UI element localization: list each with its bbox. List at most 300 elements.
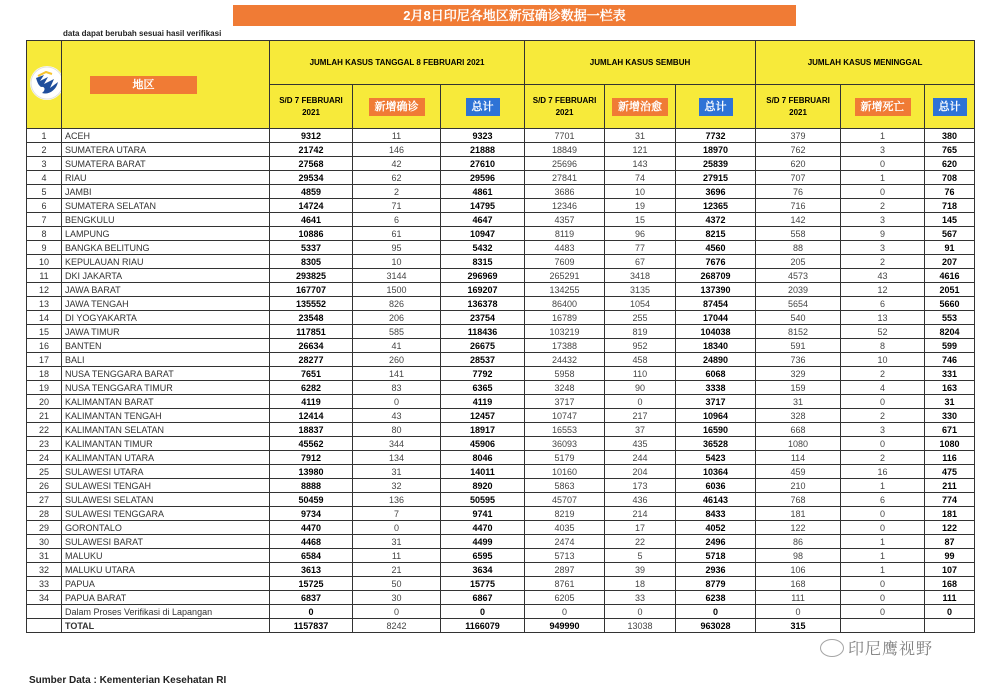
recovered-total-cell: 18340	[676, 339, 756, 353]
confirmed-new-cell: 136	[353, 493, 441, 507]
recovered-new-cell: 37	[605, 423, 676, 437]
recovered-new-cell: 143	[605, 157, 676, 171]
recovered-total-cell: 2496	[676, 535, 756, 549]
confirmed-total-cell: 118436	[441, 325, 525, 339]
row-number-cell: 32	[27, 563, 62, 577]
confirmed-total-cell: 28537	[441, 353, 525, 367]
table-row	[27, 325, 975, 339]
recovered-total-cell: 268709	[676, 269, 756, 283]
recovered-sd-cell: 3717	[525, 395, 605, 409]
confirmed-sd-cell: 13980	[270, 465, 353, 479]
recovered-sd-cell: 265291	[525, 269, 605, 283]
recovered-sd-cell: 7701	[525, 129, 605, 143]
region-name-cell: KALIMANTAN TIMUR	[62, 437, 270, 451]
deaths-new-cell: 0	[841, 395, 925, 409]
confirmed-new-cell: 62	[353, 171, 441, 185]
deaths-total-cell: 87	[925, 535, 975, 549]
region-name-cell: Dalam Proses Verifikasi di Lapangan	[62, 605, 270, 619]
confirmed-sd-cell: 4119	[270, 395, 353, 409]
deaths-total-cell: 207	[925, 255, 975, 269]
deaths-new-cell: 0	[841, 521, 925, 535]
row-number-cell: 5	[27, 185, 62, 199]
covid-data-table	[26, 40, 975, 633]
row-number-cell: 6	[27, 199, 62, 213]
deaths-sd-cell: 122	[756, 521, 841, 535]
deaths-sd-cell: 558	[756, 227, 841, 241]
table-row	[27, 269, 975, 283]
recovered-total-cell: 27915	[676, 171, 756, 185]
deaths-sd-cell: 5654	[756, 297, 841, 311]
row-number-cell: 4	[27, 171, 62, 185]
region-name-cell: DKI JAKARTA	[62, 269, 270, 283]
confirmed-total-cell: 4470	[441, 521, 525, 535]
recovered-new-cell: 435	[605, 437, 676, 451]
recovered-new-cell: 17	[605, 521, 676, 535]
deaths-total-cell: 599	[925, 339, 975, 353]
group-header-confirmed: JUMLAH KASUS TANGGAL 8 FEBRUARI 2021	[270, 41, 525, 85]
confirmed-new-cell: 0	[353, 521, 441, 535]
recovered-total-cell: 7676	[676, 255, 756, 269]
recovered-new-cell: 204	[605, 465, 676, 479]
row-number-cell: 8	[27, 227, 62, 241]
table-row	[27, 339, 975, 353]
deaths-new-cell: 6	[841, 297, 925, 311]
region-name-cell: MALUKU	[62, 549, 270, 563]
deaths-new-cell: 43	[841, 269, 925, 283]
deaths-total-cell: 116	[925, 451, 975, 465]
recovered-total-cell: 18970	[676, 143, 756, 157]
confirmed-total-cell: 169207	[441, 283, 525, 297]
recovered-sd-cell: 16789	[525, 311, 605, 325]
recovered-new-cell: 244	[605, 451, 676, 465]
table-row	[27, 353, 975, 367]
table-body	[27, 129, 975, 619]
confirmed-total-cell: 21888	[441, 143, 525, 157]
deaths-sd-cell: 328	[756, 409, 841, 423]
deaths-new-cell: 2	[841, 199, 925, 213]
total-confirmed-header	[441, 85, 525, 129]
recovered-new-cell: 39	[605, 563, 676, 577]
data-source: Sumber Data : Kementerian Kesehatan RI	[29, 675, 227, 686]
deaths-total-cell: 774	[925, 493, 975, 507]
row-number-cell: 11	[27, 269, 62, 283]
table-row	[27, 171, 975, 185]
recovered-sd-cell: 10160	[525, 465, 605, 479]
group-header-deaths: JUMLAH KASUS MENINGGAL	[756, 41, 975, 85]
confirmed-sd-cell: 14724	[270, 199, 353, 213]
deaths-sd-cell: 716	[756, 199, 841, 213]
table-row	[27, 213, 975, 227]
watermark	[820, 636, 933, 659]
confirmed-new-cell: 1500	[353, 283, 441, 297]
region-name-cell: LAMPUNG	[62, 227, 270, 241]
row-number-cell: 20	[27, 395, 62, 409]
total-recovered-tag: 总计	[699, 98, 733, 116]
confirmed-new-cell: 206	[353, 311, 441, 325]
deaths-sd-cell: 205	[756, 255, 841, 269]
deaths-new-cell: 0	[841, 605, 925, 619]
recovered-new-cell: 819	[605, 325, 676, 339]
total-recovered-total: 963028	[676, 619, 756, 633]
confirmed-total-cell: 7792	[441, 367, 525, 381]
deaths-sd-cell: 668	[756, 423, 841, 437]
confirmed-sd-cell: 293825	[270, 269, 353, 283]
deaths-new-cell: 9	[841, 227, 925, 241]
total-recovered-header	[676, 85, 756, 129]
total-recovered-sd: 949990	[525, 619, 605, 633]
deaths-total-cell: 553	[925, 311, 975, 325]
deaths-new-cell: 0	[841, 437, 925, 451]
sd-confirmed-header: S/D 7 FEBRUARI 2021	[270, 85, 353, 129]
confirmed-total-cell: 26675	[441, 339, 525, 353]
deaths-total-cell: 4616	[925, 269, 975, 283]
row-number-cell: 22	[27, 423, 62, 437]
deaths-total-cell: 708	[925, 171, 975, 185]
confirmed-new-cell: 3144	[353, 269, 441, 283]
table-row	[27, 283, 975, 297]
recovered-new-cell: 31	[605, 129, 676, 143]
confirmed-total-cell: 50595	[441, 493, 525, 507]
deaths-total-cell: 5660	[925, 297, 975, 311]
recovered-total-cell: 8433	[676, 507, 756, 521]
recovered-sd-cell: 4035	[525, 521, 605, 535]
confirmed-total-cell: 6365	[441, 381, 525, 395]
deaths-sd-cell: 0	[756, 605, 841, 619]
confirmed-total-cell: 4647	[441, 213, 525, 227]
recovered-sd-cell: 17388	[525, 339, 605, 353]
confirmed-total-cell: 45906	[441, 437, 525, 451]
deaths-sd-cell: 114	[756, 451, 841, 465]
deaths-new-cell: 0	[841, 507, 925, 521]
deaths-new-cell: 0	[841, 591, 925, 605]
recovered-total-cell: 6036	[676, 479, 756, 493]
deaths-sd-cell: 2039	[756, 283, 841, 297]
recovered-total-cell: 104038	[676, 325, 756, 339]
recovered-new-cell: 214	[605, 507, 676, 521]
confirmed-new-cell: 83	[353, 381, 441, 395]
new-recovered-tag: 新增治愈	[612, 98, 668, 116]
deaths-new-cell: 0	[841, 185, 925, 199]
region-name-cell: SULAWESI TENGGARA	[62, 507, 270, 521]
deaths-total-cell: 746	[925, 353, 975, 367]
confirmed-sd-cell: 3613	[270, 563, 353, 577]
table-row	[27, 241, 975, 255]
confirmed-sd-cell: 15725	[270, 577, 353, 591]
recovered-new-cell: 3135	[605, 283, 676, 297]
deaths-total-cell: 181	[925, 507, 975, 521]
recovered-new-cell: 3418	[605, 269, 676, 283]
deaths-sd-cell: 159	[756, 381, 841, 395]
deaths-total-cell: 145	[925, 213, 975, 227]
total-no-cell	[27, 619, 62, 633]
deaths-new-cell: 0	[841, 577, 925, 591]
recovered-total-cell: 36528	[676, 437, 756, 451]
confirmed-new-cell: 146	[353, 143, 441, 157]
region-name-cell: SULAWESI BARAT	[62, 535, 270, 549]
table-row	[27, 465, 975, 479]
recovered-sd-cell: 5958	[525, 367, 605, 381]
row-number-cell: 14	[27, 311, 62, 325]
deaths-total-cell: 567	[925, 227, 975, 241]
confirmed-total-cell: 4119	[441, 395, 525, 409]
wechat-icon	[820, 639, 844, 657]
region-name-cell: BANTEN	[62, 339, 270, 353]
table-row	[27, 199, 975, 213]
confirmed-new-cell: 50	[353, 577, 441, 591]
table-row	[27, 185, 975, 199]
recovered-sd-cell: 2474	[525, 535, 605, 549]
region-name-cell: KALIMANTAN UTARA	[62, 451, 270, 465]
table-row	[27, 297, 975, 311]
table-row	[27, 479, 975, 493]
row-number-cell: 15	[27, 325, 62, 339]
deaths-new-cell: 2	[841, 255, 925, 269]
recovered-sd-cell: 6205	[525, 591, 605, 605]
deaths-new-cell: 2	[841, 367, 925, 381]
confirmed-sd-cell: 23548	[270, 311, 353, 325]
row-number-cell: 7	[27, 213, 62, 227]
row-number-cell: 3	[27, 157, 62, 171]
confirmed-total-cell: 9741	[441, 507, 525, 521]
verification-note: data dapat berubah sesuai hasil verifikasi	[63, 29, 222, 38]
deaths-new-cell: 0	[841, 157, 925, 171]
deaths-sd-cell: 459	[756, 465, 841, 479]
deaths-total-cell: 671	[925, 423, 975, 437]
confirmed-sd-cell: 4859	[270, 185, 353, 199]
confirmed-new-cell: 2	[353, 185, 441, 199]
confirmed-sd-cell: 7651	[270, 367, 353, 381]
row-number-cell: 9	[27, 241, 62, 255]
confirmed-sd-cell: 27568	[270, 157, 353, 171]
region-name-cell: NUSA TENGGARA TIMUR	[62, 381, 270, 395]
total-confirmed-tag: 总计	[466, 98, 500, 116]
deaths-sd-cell: 736	[756, 353, 841, 367]
recovered-sd-cell: 16553	[525, 423, 605, 437]
region-name-cell: JAMBI	[62, 185, 270, 199]
recovered-sd-cell: 103219	[525, 325, 605, 339]
recovered-sd-cell: 36093	[525, 437, 605, 451]
recovered-new-cell: 458	[605, 353, 676, 367]
new-recovered-header	[605, 85, 676, 129]
row-number-cell: 26	[27, 479, 62, 493]
deaths-new-cell: 8	[841, 339, 925, 353]
confirmed-sd-cell: 135552	[270, 297, 353, 311]
table-row	[27, 563, 975, 577]
confirmed-total-cell: 14011	[441, 465, 525, 479]
eagle-logo-icon	[30, 66, 62, 100]
confirmed-new-cell: 42	[353, 157, 441, 171]
confirmed-sd-cell: 167707	[270, 283, 353, 297]
recovered-new-cell: 90	[605, 381, 676, 395]
region-name-cell: KEPULAUAN RIAU	[62, 255, 270, 269]
deaths-total-cell: 765	[925, 143, 975, 157]
recovered-new-cell: 33	[605, 591, 676, 605]
new-confirmed-tag: 新增确诊	[369, 98, 425, 116]
confirmed-new-cell: 71	[353, 199, 441, 213]
table-row	[27, 605, 975, 619]
confirmed-new-cell: 61	[353, 227, 441, 241]
recovered-new-cell: 1054	[605, 297, 676, 311]
confirmed-sd-cell: 45562	[270, 437, 353, 451]
confirmed-new-cell: 585	[353, 325, 441, 339]
banner-title: 2月8日印尼各地区新冠确诊数据一栏表	[233, 5, 796, 26]
recovered-sd-cell: 24432	[525, 353, 605, 367]
table-row	[27, 437, 975, 451]
table-row	[27, 423, 975, 437]
total-confirmed-total: 1166079	[441, 619, 525, 633]
region-name-cell: JAWA TIMUR	[62, 325, 270, 339]
recovered-new-cell: 5	[605, 549, 676, 563]
recovered-total-cell: 3696	[676, 185, 756, 199]
total-deaths-sd: 315	[756, 619, 841, 633]
confirmed-new-cell: 0	[353, 605, 441, 619]
deaths-sd-cell: 768	[756, 493, 841, 507]
recovered-total-cell: 0	[676, 605, 756, 619]
table-row	[27, 521, 975, 535]
table-row	[27, 143, 975, 157]
recovered-sd-cell: 4357	[525, 213, 605, 227]
deaths-new-cell: 1	[841, 171, 925, 185]
recovered-new-cell: 110	[605, 367, 676, 381]
region-name-cell: SULAWESI TENGAH	[62, 479, 270, 493]
recovered-total-cell: 87454	[676, 297, 756, 311]
region-name-cell: KALIMANTAN TENGAH	[62, 409, 270, 423]
recovered-total-cell: 17044	[676, 311, 756, 325]
region-name-cell: GORONTALO	[62, 521, 270, 535]
table-row	[27, 493, 975, 507]
row-number-cell: 19	[27, 381, 62, 395]
new-deaths-tag: 新增死亡	[855, 98, 911, 116]
deaths-total-cell: 475	[925, 465, 975, 479]
recovered-total-cell: 4372	[676, 213, 756, 227]
deaths-total-cell: 330	[925, 409, 975, 423]
deaths-sd-cell: 329	[756, 367, 841, 381]
deaths-new-cell: 6	[841, 493, 925, 507]
recovered-total-cell: 24890	[676, 353, 756, 367]
confirmed-sd-cell: 5337	[270, 241, 353, 255]
recovered-new-cell: 10	[605, 185, 676, 199]
table-row	[27, 591, 975, 605]
deaths-new-cell: 10	[841, 353, 925, 367]
region-name-cell: SULAWESI UTARA	[62, 465, 270, 479]
confirmed-sd-cell: 29534	[270, 171, 353, 185]
deaths-new-cell: 2	[841, 409, 925, 423]
confirmed-sd-cell: 9734	[270, 507, 353, 521]
watermark-text: 印尼鹰视野	[848, 641, 934, 658]
confirmed-new-cell: 31	[353, 465, 441, 479]
confirmed-sd-cell: 21742	[270, 143, 353, 157]
total-confirmed-sd: 1157837	[270, 619, 353, 633]
confirmed-total-cell: 9323	[441, 129, 525, 143]
recovered-sd-cell: 5713	[525, 549, 605, 563]
confirmed-total-cell: 0	[441, 605, 525, 619]
row-number-cell: 29	[27, 521, 62, 535]
recovered-sd-cell: 2897	[525, 563, 605, 577]
confirmed-new-cell: 21	[353, 563, 441, 577]
confirmed-new-cell: 6	[353, 213, 441, 227]
deaths-total-cell: 211	[925, 479, 975, 493]
region-name-cell: RIAU	[62, 171, 270, 185]
recovered-total-cell: 7732	[676, 129, 756, 143]
sd-recovered-header: S/D 7 FEBRUARI 2021	[525, 85, 605, 129]
deaths-total-cell: 8204	[925, 325, 975, 339]
table-row	[27, 381, 975, 395]
table-row	[27, 507, 975, 521]
table-row	[27, 577, 975, 591]
confirmed-sd-cell: 4468	[270, 535, 353, 549]
confirmed-new-cell: 826	[353, 297, 441, 311]
table-row	[27, 255, 975, 269]
confirmed-total-cell: 4861	[441, 185, 525, 199]
row-number-cell	[27, 605, 62, 619]
total-deaths-header	[925, 85, 975, 129]
deaths-new-cell: 1	[841, 549, 925, 563]
deaths-total-cell: 168	[925, 577, 975, 591]
recovered-total-cell: 4560	[676, 241, 756, 255]
deaths-new-cell: 52	[841, 325, 925, 339]
recovered-total-cell: 10364	[676, 465, 756, 479]
deaths-new-cell: 3	[841, 241, 925, 255]
recovered-sd-cell: 25696	[525, 157, 605, 171]
deaths-sd-cell: 1080	[756, 437, 841, 451]
recovered-total-cell: 5423	[676, 451, 756, 465]
deaths-total-cell: 620	[925, 157, 975, 171]
confirmed-sd-cell: 26634	[270, 339, 353, 353]
confirmed-new-cell: 32	[353, 479, 441, 493]
table-row	[27, 367, 975, 381]
recovered-sd-cell: 0	[525, 605, 605, 619]
recovered-total-cell: 2936	[676, 563, 756, 577]
recovered-sd-cell: 27841	[525, 171, 605, 185]
recovered-sd-cell: 3686	[525, 185, 605, 199]
confirmed-total-cell: 8920	[441, 479, 525, 493]
deaths-new-cell: 12	[841, 283, 925, 297]
recovered-new-cell: 67	[605, 255, 676, 269]
recovered-total-cell: 6068	[676, 367, 756, 381]
deaths-new-cell: 1	[841, 535, 925, 549]
confirmed-new-cell: 43	[353, 409, 441, 423]
deaths-sd-cell: 762	[756, 143, 841, 157]
deaths-total-cell: 163	[925, 381, 975, 395]
confirmed-total-cell: 5432	[441, 241, 525, 255]
region-name-cell: BANGKA BELITUNG	[62, 241, 270, 255]
recovered-total-cell: 137390	[676, 283, 756, 297]
confirmed-new-cell: 80	[353, 423, 441, 437]
total-row	[27, 619, 975, 633]
deaths-new-cell: 1	[841, 479, 925, 493]
recovered-new-cell: 255	[605, 311, 676, 325]
recovered-sd-cell: 86400	[525, 297, 605, 311]
confirmed-total-cell: 296969	[441, 269, 525, 283]
region-name-cell: KALIMANTAN BARAT	[62, 395, 270, 409]
recovered-sd-cell: 8761	[525, 577, 605, 591]
recovered-new-cell: 15	[605, 213, 676, 227]
confirmed-sd-cell: 117851	[270, 325, 353, 339]
deaths-total-cell: 99	[925, 549, 975, 563]
confirmed-sd-cell: 10886	[270, 227, 353, 241]
deaths-total-cell: 122	[925, 521, 975, 535]
row-number-cell: 30	[27, 535, 62, 549]
region-name-cell: JAWA TENGAH	[62, 297, 270, 311]
recovered-sd-cell: 10747	[525, 409, 605, 423]
deaths-sd-cell: 31	[756, 395, 841, 409]
deaths-total-cell: 1080	[925, 437, 975, 451]
deaths-total-cell: 380	[925, 129, 975, 143]
deaths-sd-cell: 76	[756, 185, 841, 199]
row-number-cell: 18	[27, 367, 62, 381]
region-name-cell: SUMATERA SELATAN	[62, 199, 270, 213]
recovered-new-cell: 74	[605, 171, 676, 185]
